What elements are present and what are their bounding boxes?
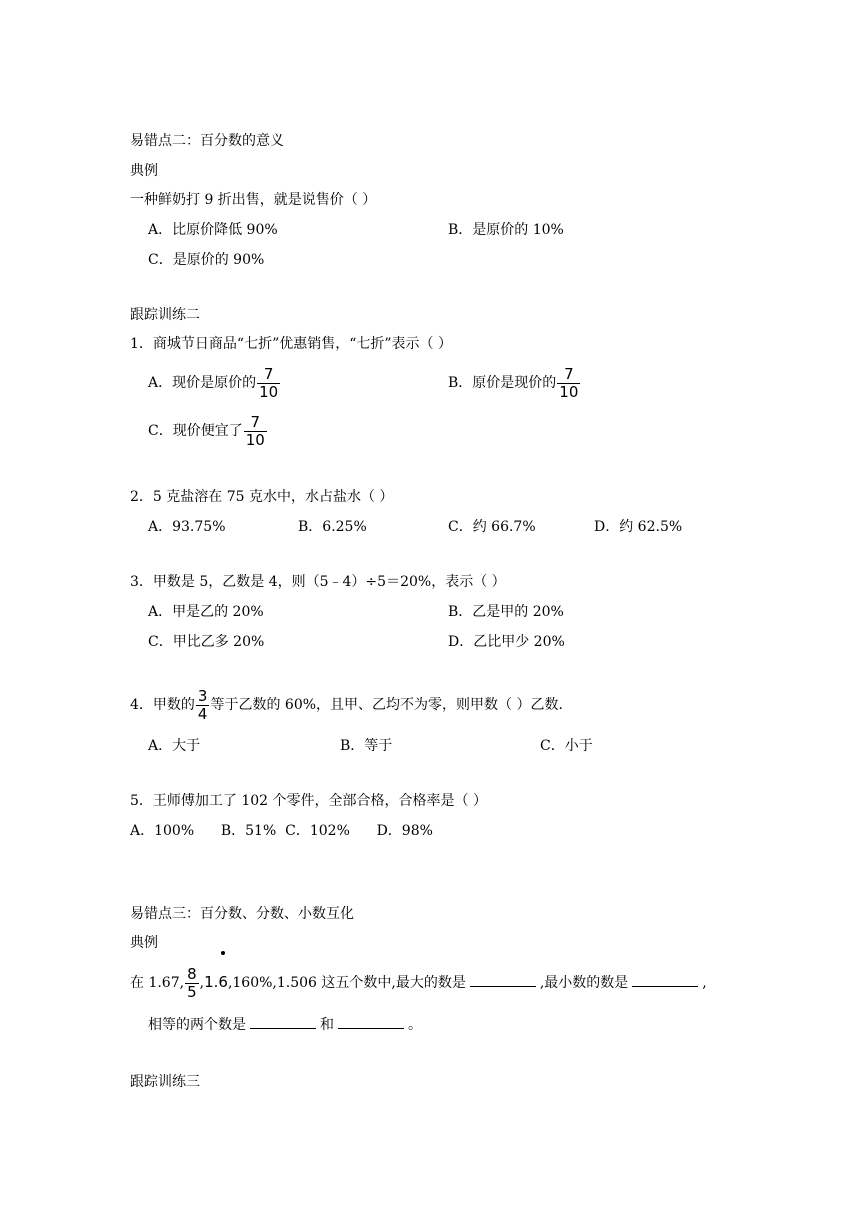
example-text-pre: 在 1.67, <box>130 975 185 991</box>
fraction-7-10 <box>257 366 280 401</box>
example-option-c: C．是原价的 90% <box>148 252 265 268</box>
practice-3-title: 跟踪训练三 <box>130 1074 200 1090</box>
repeating-digit: 6 <box>218 973 228 991</box>
answer-blank-equal-1[interactable] <box>250 1016 316 1029</box>
fraction-7-10 <box>557 366 580 401</box>
section-3-title: 易错点三：百分数、分数、小数互化 <box>130 906 354 922</box>
fraction-numerator: 7 <box>263 364 274 383</box>
fraction-denominator: 10 <box>245 430 265 449</box>
q4-option-b: B．等于 <box>340 738 393 754</box>
q1-option-b-text: B．原价是现价的 <box>448 375 557 391</box>
q2-option-b: B．6.25% <box>298 519 367 535</box>
fraction-numerator: 8 <box>187 964 197 983</box>
repeat-dot-icon <box>221 951 225 955</box>
section-2-title: 易错点二：百分数的意义 <box>130 133 284 149</box>
example-label: 典例 <box>130 163 158 179</box>
example-text-mid: ,160%,1.506 这五个数中,最大的数是 <box>227 975 466 991</box>
q1-option-c <box>148 412 268 450</box>
q4-option-c: C．小于 <box>540 738 593 754</box>
q3-option-b: B．乙是甲的 20% <box>448 604 564 620</box>
q1-stem: 1．商城节日商品“七折”优惠销售，“七折”表示（ ） <box>130 336 452 352</box>
fraction-denominator: 10 <box>559 382 579 401</box>
fraction-3-4 <box>196 688 210 723</box>
q3-stem: 3．甲数是 5，乙数是 4，则（5﹣4）÷5＝20%，表示（ ） <box>130 574 506 590</box>
practice-2-title: 跟踪训练二 <box>130 307 200 323</box>
example-option-a: A．比原价降低 90% <box>148 222 278 238</box>
section-3-example-line-1 <box>130 962 707 1003</box>
example-label: 典例 <box>130 935 158 951</box>
answer-blank-min[interactable] <box>632 974 698 987</box>
repeating-decimal-digit <box>218 962 228 1002</box>
q4-stem <box>130 686 573 724</box>
example-line2-and: 和 <box>320 1017 334 1033</box>
q2-stem: 2．5 克盐溶在 75 克水中，水占盐水（ ） <box>130 489 394 505</box>
section-3-example-line-2 <box>148 1016 422 1034</box>
q2-option-a: A．93.75% <box>148 519 226 535</box>
q5-options: A．100% B．51% C．102% D．98% <box>130 823 433 839</box>
fraction-denominator: 5 <box>187 982 197 1001</box>
q3-option-c: C．甲比乙多 20% <box>148 634 265 650</box>
repeating-decimal-int: 1. <box>204 973 219 991</box>
example-text-mid2: ,最小数的数是 <box>539 975 629 991</box>
example-text-end1: , <box>702 975 707 991</box>
q3-option-a: A．甲是乙的 20% <box>148 604 264 620</box>
q1-option-a <box>148 364 281 402</box>
fraction-7-10 <box>244 414 267 449</box>
q1-option-a-text: A．现价是原价的 <box>148 375 257 391</box>
answer-blank-equal-2[interactable] <box>338 1016 404 1029</box>
answer-blank-max[interactable] <box>470 974 536 987</box>
example-line2-pre: 相等的两个数是 <box>148 1017 246 1033</box>
fraction-numerator: 3 <box>197 686 208 705</box>
q3-option-d: D．乙比甲少 20% <box>448 634 565 650</box>
q1-option-b <box>448 364 581 402</box>
q4-stem-pre: 4．甲数的 <box>130 697 195 713</box>
q4-stem-post: 等于乙数的 60%，且甲、乙均不为零，则甲数（ ）乙数． <box>210 697 573 713</box>
q4-option-a: A．大于 <box>148 738 201 754</box>
fraction-numerator: 7 <box>564 364 574 383</box>
fraction-8-5 <box>185 966 199 1001</box>
example-question: 一种鲜奶打 9 折出售，就是说售价（ ） <box>130 192 377 208</box>
example-separator: , <box>199 975 205 991</box>
fraction-denominator: 10 <box>259 382 279 401</box>
q5-stem: 5．王师傅加工了 102 个零件，全部合格，合格率是（ ） <box>130 793 487 809</box>
q2-option-d: D．约 62.5% <box>594 519 683 535</box>
fraction-numerator: 7 <box>250 412 261 431</box>
q2-option-c: C．约 66.7% <box>448 519 536 535</box>
q1-option-c-text: C．现价便宜了 <box>148 423 243 439</box>
fraction-denominator: 4 <box>197 704 208 723</box>
example-line2-end: 。 <box>408 1017 422 1033</box>
example-option-b: B．是原价的 10% <box>448 222 564 238</box>
